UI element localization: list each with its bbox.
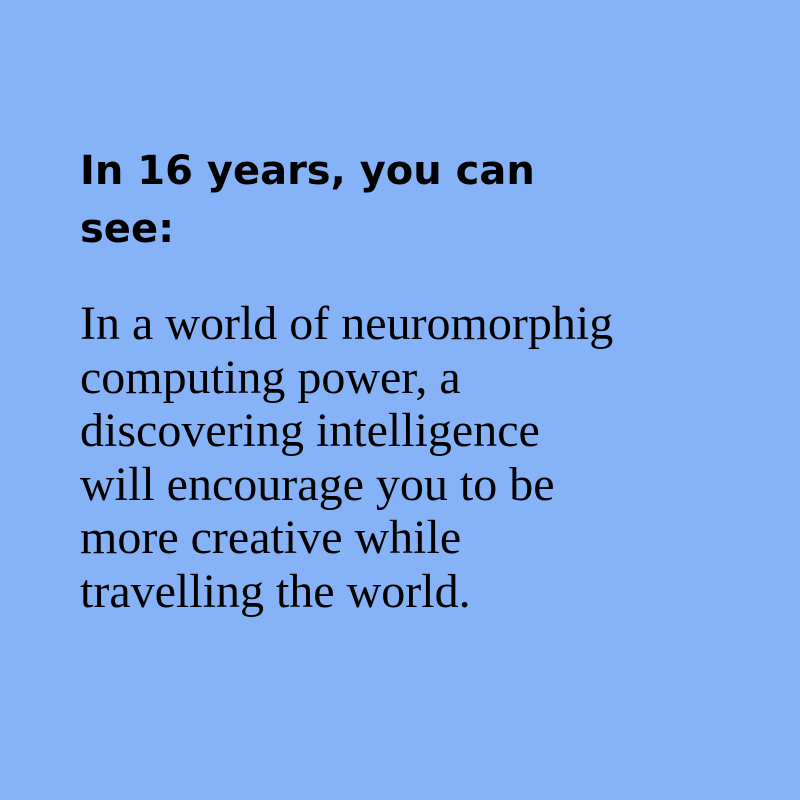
heading-line: see: (80, 206, 175, 252)
heading-line: In 16 years, you can (80, 148, 535, 194)
body-line: computing power, a (80, 350, 461, 404)
body-line: In a world of neuromorphig (80, 297, 614, 350)
card-heading (80, 142, 720, 258)
body-line: will encourage you to be (80, 457, 555, 511)
body-line: discovering intelligence (80, 404, 540, 457)
body-line: more creative while (80, 511, 462, 564)
card-body (80, 297, 760, 618)
body-line: travelling the world. (80, 564, 471, 618)
